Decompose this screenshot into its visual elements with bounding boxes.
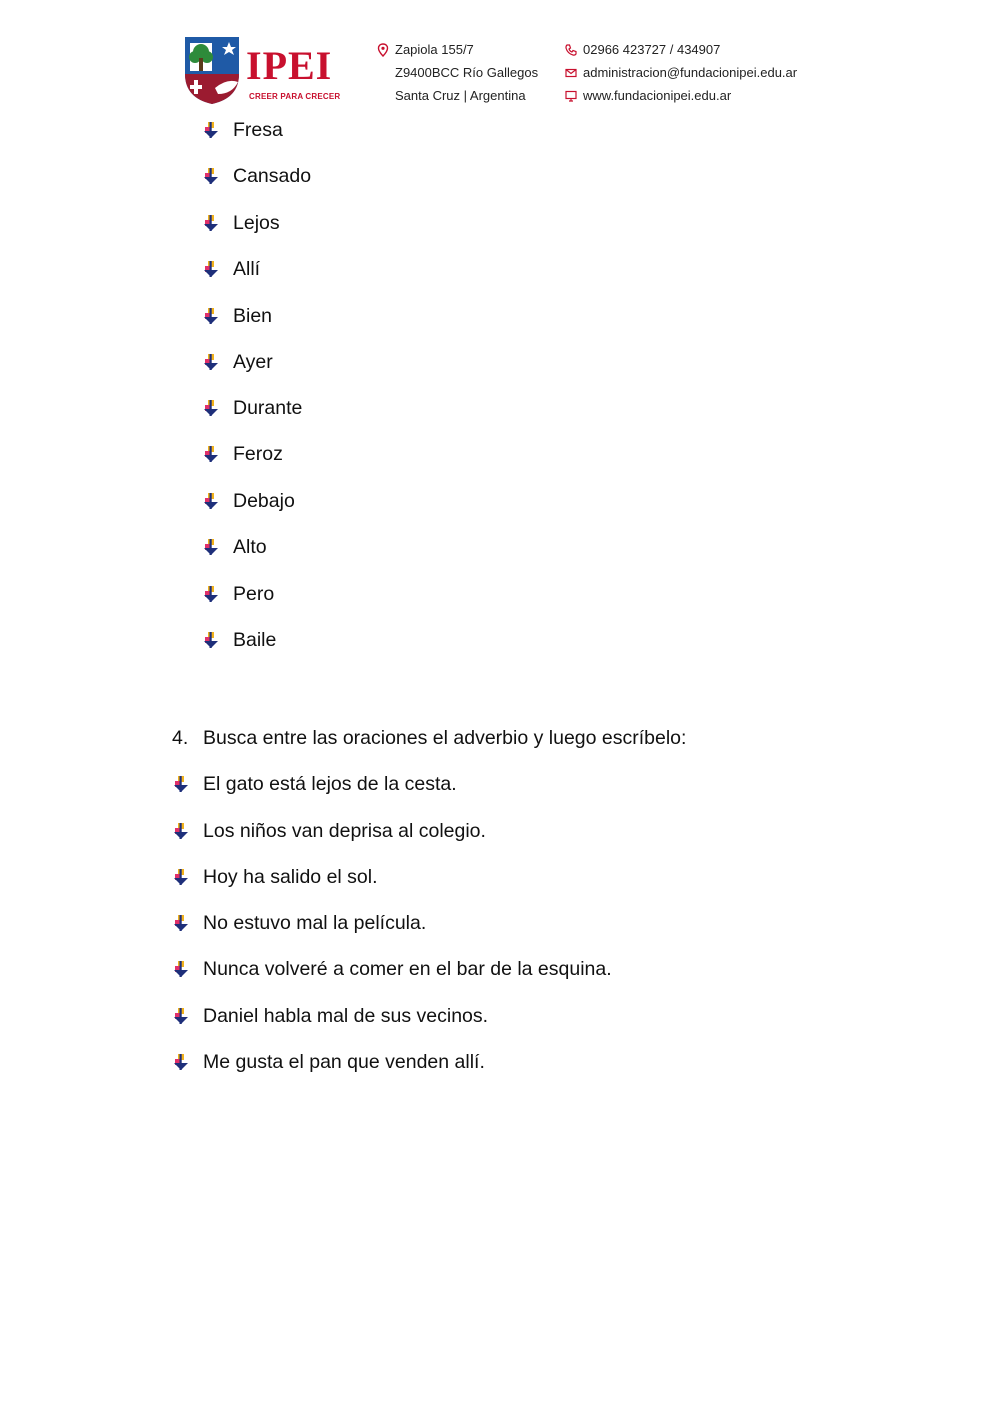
address-block: [376, 38, 538, 107]
list-item: [172, 1050, 485, 1074]
sentence-text: Los niños van deprisa al colegio.: [203, 820, 486, 842]
arrow-bullet-icon: [172, 914, 190, 932]
sentence-text: Nunca volveré a comer en el bar de la esquina.: [203, 958, 612, 980]
list-item-text: Bien: [233, 305, 273, 327]
list-item: [202, 211, 280, 235]
question-text: Busca entre las oraciones el adverbio y luego escríbelo:: [203, 727, 687, 749]
sentence-text: No estuvo mal la película.: [203, 912, 427, 934]
list-item: [202, 489, 295, 513]
arrow-bullet-icon: [172, 1007, 190, 1025]
list-item-text: Alto: [233, 536, 267, 558]
brand-tagline: CREER PARA CRECER: [249, 92, 341, 101]
list-item: [172, 911, 426, 935]
sentence-text: Hoy ha salido el sol.: [203, 866, 378, 888]
list-item-text: Ayer: [233, 351, 273, 373]
list-item: [202, 535, 267, 559]
list-item-text: Durante: [233, 397, 303, 419]
question-number: 4.: [172, 727, 189, 749]
arrow-bullet-icon: [172, 868, 190, 886]
arrow-bullet-icon: [202, 260, 220, 278]
list-item-text: Pero: [233, 583, 275, 605]
list-item: [172, 819, 486, 843]
sentence-text: Daniel habla mal de sus vecinos.: [203, 1005, 489, 1027]
list-item-text: Fresa: [233, 119, 283, 141]
letterhead: [180, 30, 820, 110]
arrow-bullet-icon: [202, 492, 220, 510]
list-item: [202, 582, 274, 606]
arrow-bullet-icon: [172, 1053, 190, 1071]
list-item-text: Feroz: [233, 443, 283, 465]
ipei-logo: [180, 32, 355, 107]
sentence-text: Me gusta el pan que venden allí.: [203, 1051, 485, 1073]
list-item: [202, 257, 260, 281]
arrow-bullet-icon: [202, 167, 220, 185]
address-line-1: Zapiola 155/7: [395, 42, 474, 57]
location-pin-icon: [376, 43, 390, 57]
arrow-bullet-icon: [172, 960, 190, 978]
arrow-bullet-icon: [202, 353, 220, 371]
list-item: [172, 957, 612, 981]
list-item: [172, 865, 378, 889]
arrow-bullet-icon: [202, 121, 220, 139]
arrow-bullet-icon: [202, 538, 220, 556]
address-line-3: Santa Cruz | Argentina: [395, 88, 526, 103]
list-item: [202, 442, 283, 466]
list-item: [172, 772, 457, 796]
arrow-bullet-icon: [172, 775, 190, 793]
phone-icon: [564, 43, 578, 57]
brand-name: IPEI: [246, 43, 333, 88]
list-item: [202, 628, 276, 652]
website-url: www.fundacionipei.edu.ar: [583, 88, 732, 103]
list-item-text: Allí: [233, 258, 261, 280]
arrow-bullet-icon: [202, 445, 220, 463]
list-item: [202, 350, 273, 374]
arrow-bullet-icon: [202, 631, 220, 649]
arrow-bullet-icon: [172, 822, 190, 840]
email-icon: [564, 66, 578, 80]
arrow-bullet-icon: [202, 307, 220, 325]
address-line-2: Z9400BCC Río Gallegos: [395, 65, 539, 80]
arrow-bullet-icon: [202, 585, 220, 603]
monitor-icon: [564, 89, 578, 103]
list-item: [202, 164, 311, 188]
list-item: [172, 1004, 488, 1028]
list-item: [202, 304, 272, 328]
list-item-text: Cansado: [233, 165, 312, 187]
phone-number: 02966 423727 / 434907: [583, 42, 721, 57]
shield-emblem-icon: [182, 34, 242, 106]
sentence-text: El gato está lejos de la cesta.: [203, 773, 457, 795]
question-heading: [172, 726, 686, 750]
list-item-text: Lejos: [233, 212, 280, 234]
contact-block: [564, 38, 797, 107]
list-item: [202, 118, 283, 142]
list-item-text: Debajo: [233, 490, 295, 512]
arrow-bullet-icon: [202, 399, 220, 417]
list-item: [202, 396, 302, 420]
email-address: administracion@fundacionipei.edu.ar: [583, 65, 798, 80]
arrow-bullet-icon: [202, 214, 220, 232]
list-item-text: Baile: [233, 629, 277, 651]
